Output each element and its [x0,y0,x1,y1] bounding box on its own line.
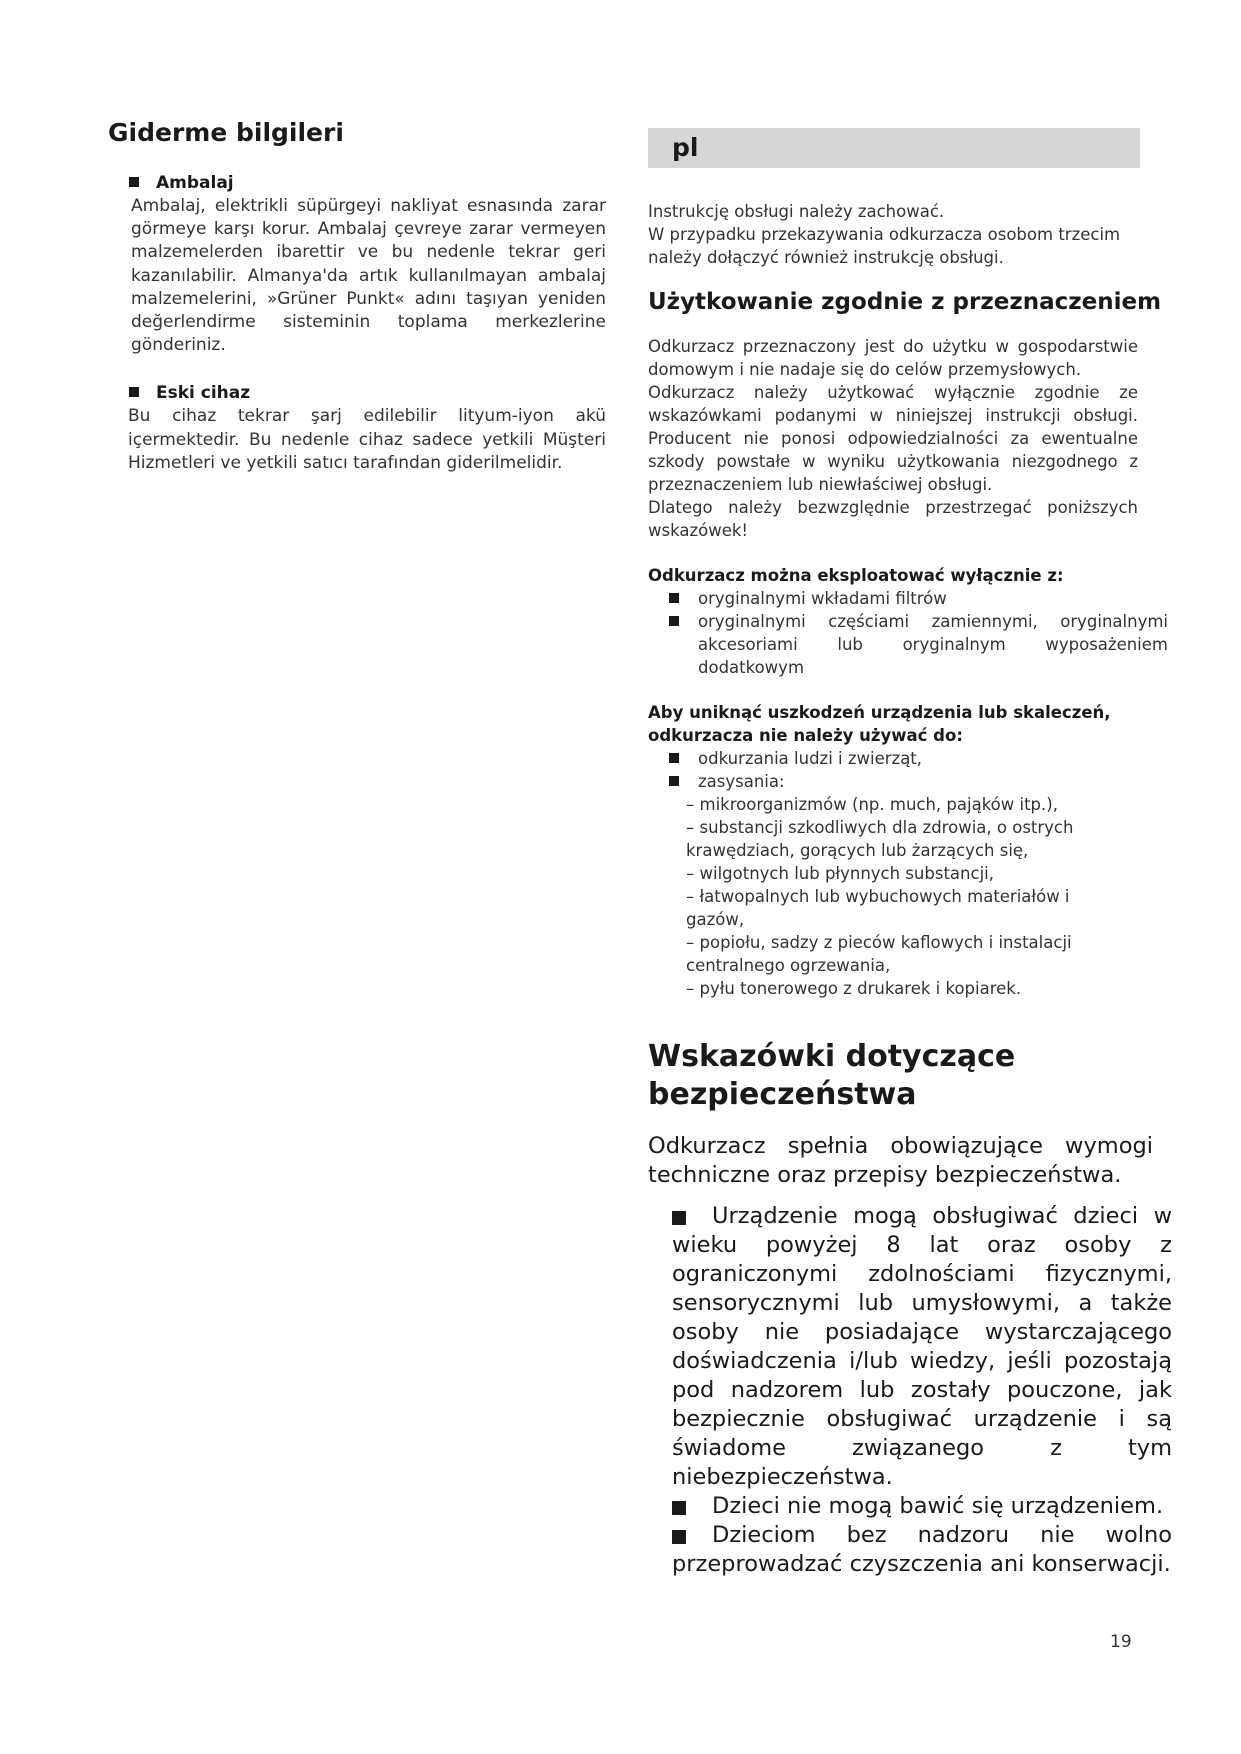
list-item: – substancji szkodliwych dla zdrowia, o ostrych krawędziach, gorących lub żarzących się, [686,818,1074,860]
list-item: Dzieci nie mogą bawić się urządzeniem. [672,1492,1172,1521]
list-item: – łatwopalnych lub wybuchowych materiałów i gazów, [686,887,1070,929]
allowed-use-list [669,587,1168,679]
list-item: oryginalnymi wkładami filtrów [669,587,1168,610]
list-item: – mikroorganizmów (np. much, pająków itp.), [686,795,1058,814]
allowed-use-title: Odkurzacz można eksploatować wyłącznie z: [648,566,1064,585]
packaging-text: Ambalaj, elektrikli süpürgeyi nakliyat esnasında zarar görmeye karşı korur. Ambalaj çevreye zarar vermeyen malzemelerden ibarettir ve bu nedenle tekrar geri kazanılabilir. Almanya'da artık kullanılmayan ambalaj malzemelerini, »Grüner Punkt« adını taşıyan yeniden değerlendirme sisteminin toplama merkezlerine gönderiniz. [131,196,606,356]
intro-text: Instrukcję obsługi należy zachować. W przypadku przekazywania odkurzacza osobom trzecim należy dołączyć również instrukcję obsługi. [648,202,1121,267]
intended-use-text: Odkurzacz przeznaczony jest do użytku w gospodarstwie domowym i nie nadaje się do celów przemysłowych. Odkurzacz należy użytkować wyłącznie zgodnie ze wskazówkami podanymi w niniejszej instrukcji obsługi. Producent nie ponosi odpowiedzialności za ewentualne szkody powstałe w wyniku użytkowania niezgodnego z przeznaczeniem lub niewłaściwej obsługi. Dlatego należy bezwzględnie przestrzegać poniższych wskazówek! [648,337,1138,540]
packaging-heading: Ambalaj [129,173,606,193]
list-item: oryginalnymi częściami zamiennymi, oryginalnymi akcesoriami lub oryginalnym wyposażeniem dodatkowym [669,610,1168,679]
turkish-disposal-column [104,118,606,501]
disposal-title: Giderme bilgileri [108,118,344,147]
list-item: Dzieciom bez nadzoru nie wolno przeprowadzać czyszczenia ani konserwacji. [672,1522,1172,1577]
page-number: 19 [1110,1632,1132,1652]
polish-column [648,128,1172,1579]
list-item: – pyłu tonerowego z drukarek i kopiarek. [686,979,1022,998]
forbidden-use-title: Aby uniknąć uszkodzeń urządzenia lub skaleczeń, odkurzacza nie należy używać do: [648,703,1111,745]
old-device-text: Bu cihaz tekrar şarj edilebilir lityum-iyon akü içermektedir. Bu nedenle cihaz sadece yetkili Müşteri Hizmetleri ve yetkili satıcı tarafından giderilmelidir. [128,406,606,473]
old-device-heading: Eski cihaz [129,383,606,403]
safety-list [672,1202,1172,1579]
suction-list [686,793,1126,1000]
list-item: odkurzania ludzi i zwierząt, [669,747,1168,770]
language-code: pl [672,133,699,162]
square-bullet-icon [129,177,139,187]
list-item: – wilgotnych lub płynnych substancji, [686,864,994,883]
list-item: Urządzenie mogą obsługiwać dzieci w wieku powyżej 8 lat oraz osoby z ograniczonymi zdolnościami fizycznymi, sensorycznymi lub umysłowymi, a także osoby nie posiadające wystarczającego doświadczenia i/lub wiedzy, jeśli pozostają pod nadzorem lub zostały pouczone, jak bezpiecznie obsługiwać urządzenie i są świadome związanego z tym niebezpieczeństwa. [672,1203,1172,1490]
list-item: – popiołu, sadzy z pieców kaflowych i instalacji centralnego ogrzewania, [686,933,1072,975]
safety-intro: Odkurzacz spełnia obowiązujące wymogi techniczne oraz przepisy bezpieczeństwa. [648,1133,1153,1188]
list-item: zasysania: [669,770,1168,793]
language-bar [648,128,1140,168]
square-bullet-icon [129,387,139,397]
intended-use-title: Użytkowanie zgodnie z przeznaczeniem [648,289,1162,315]
forbidden-use-list [669,747,1168,793]
safety-title: Wskazówki dotyczące bezpieczeństwa [648,1039,1016,1112]
